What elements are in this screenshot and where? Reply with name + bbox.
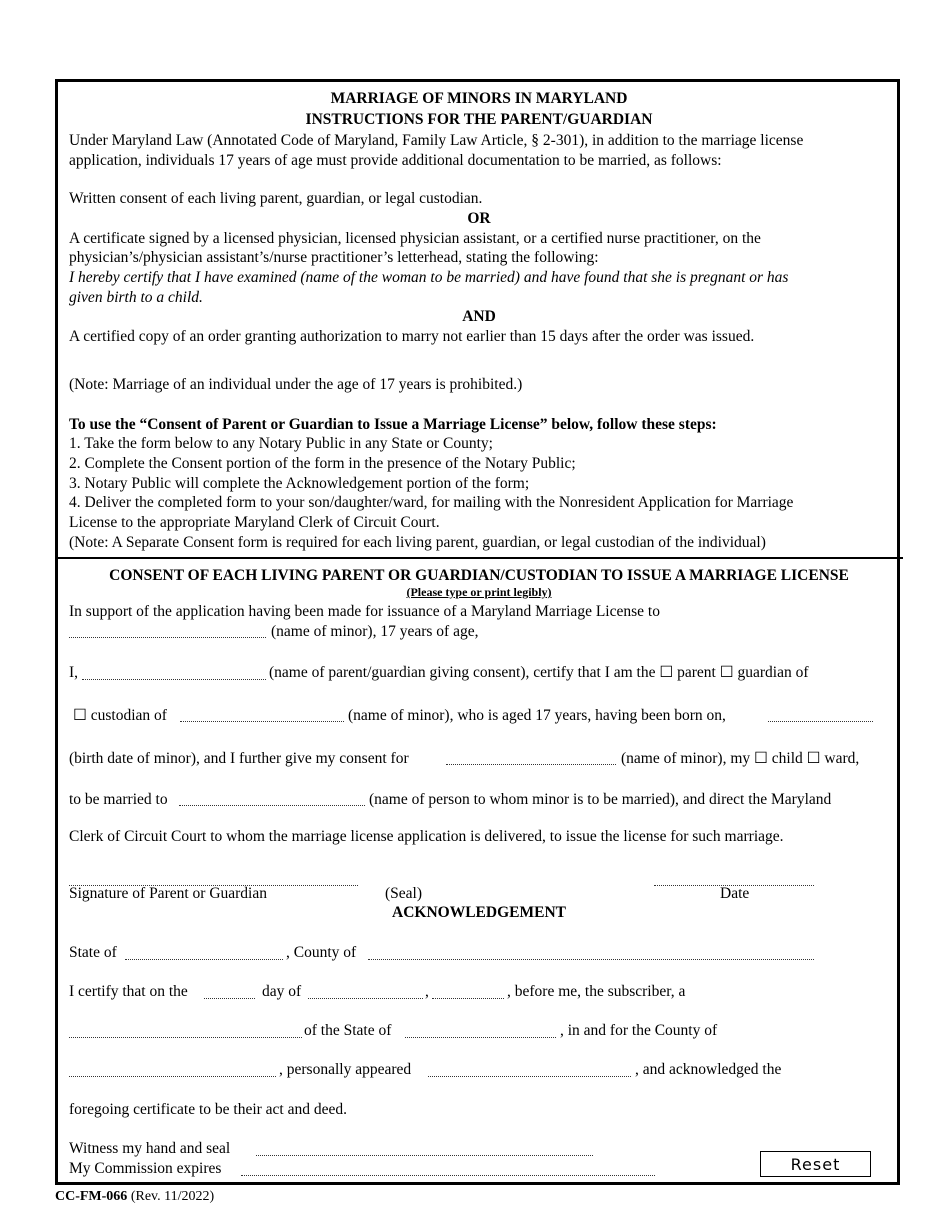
in-county-label: , in and for the County of	[560, 1022, 718, 1039]
step-4-line-2: License to the appropriate Maryland Clerk of Circuit Court.	[69, 514, 440, 531]
certificate-line-1: A certificate signed by a licensed physician, licensed physician assistant, or a certified nurse practitioner, on the	[69, 230, 761, 247]
person-text: (name of person to whom minor is to be married), and direct the Maryland	[369, 791, 832, 808]
and-label: AND	[462, 308, 496, 325]
form-id: CC-FM-066	[55, 1189, 128, 1204]
appeared-name-field[interactable]	[428, 1076, 631, 1077]
instructions-title: MARRIAGE OF MINORS IN MARYLAND	[330, 90, 628, 107]
note-under-17: (Note: Marriage of an individual under the age of 17 years is prohibited.)	[69, 376, 523, 393]
minor-age-text: (name of minor), 17 years of age,	[271, 623, 479, 640]
support-text: In support of the application having been made for issuance of a Maryland Marriage License to	[69, 603, 660, 620]
intro-line-1: Under Maryland Law (Annotated Code of Maryland, Family Law Article, § 2-301), in addition to the marriage license	[69, 132, 804, 149]
before-me-label: , before me, the subscriber, a	[507, 983, 686, 1000]
witness-label: Witness my hand and seal	[69, 1140, 231, 1157]
i-label: I,	[69, 664, 79, 681]
notary-county-field[interactable]	[69, 1076, 276, 1077]
certify-on-label: I certify that on the	[69, 983, 188, 1000]
form-revision: (Rev. 11/2022)	[127, 1189, 215, 1204]
acknowledgement-heading: ACKNOWLEDGEMENT	[392, 904, 566, 921]
child-ward-text: (name of minor), my ☐ child ☐ ward,	[621, 750, 860, 767]
step-4-line-1: 4. Deliver the completed form to your son/daughter/ward, for mailing with the Nonresident Application for Marriage	[69, 494, 794, 511]
section-divider	[55, 557, 903, 559]
consent-heading: CONSENT OF EACH LIVING PARENT OR GUARDIAN/CUSTODIAN TO ISSUE A MARRIAGE LICENSE	[109, 567, 849, 584]
state-of-label: State of	[69, 944, 117, 961]
married-to-label: to be married to	[69, 791, 168, 808]
commission-expires-field[interactable]	[241, 1175, 655, 1176]
consent-subheading: (Please type or print legibly)	[406, 585, 552, 599]
foregoing-text: foregoing certificate to be their act and deed.	[69, 1101, 348, 1118]
appeared-label: , personally appeared	[279, 1061, 412, 1078]
day-field[interactable]	[204, 998, 255, 999]
minor-name-field-1[interactable]	[69, 637, 266, 638]
step-1: 1. Take the form below to any Notary Public in any State or County;	[69, 435, 493, 452]
month-field[interactable]	[308, 998, 423, 999]
written-consent: Written consent of each living parent, guardian, or legal custodian.	[69, 190, 483, 207]
comma-label: ,	[425, 983, 429, 1000]
or-label: OR	[467, 210, 491, 227]
commission-label: My Commission expires	[69, 1160, 222, 1177]
aged-text: (name of minor), who is aged 17 years, having been born on,	[348, 707, 726, 724]
certificate-line-2: physician’s/physician assistant’s/nurse practitioner’s letterhead, stating the following:	[69, 249, 599, 266]
state-field[interactable]	[125, 959, 283, 960]
seal-label: (Seal)	[385, 885, 423, 902]
note-separate-consent: (Note: A Separate Consent form is required for each living parent, guardian, or legal custodian of the individual)	[69, 534, 766, 551]
notary-state-field[interactable]	[405, 1037, 556, 1038]
instructions-subtitle: INSTRUCTIONS FOR THE PARENT/GUARDIAN	[305, 111, 653, 128]
clerk-text: Clerk of Circuit Court to whom the marriage license application is delivered, to issue the license for such marriage.	[69, 828, 784, 845]
witness-signature-field[interactable]	[256, 1155, 593, 1156]
steps-heading: To use the “Consent of Parent or Guardian to Issue a Marriage License” below, follow these steps:	[69, 416, 717, 433]
parent-name-field[interactable]	[82, 679, 266, 680]
birthdate-text: (birth date of minor), and I further give my consent for	[69, 750, 409, 767]
year-field[interactable]	[432, 998, 504, 999]
reset-button[interactable]: Reset	[760, 1151, 871, 1177]
county-field[interactable]	[368, 959, 814, 960]
parent-name-text: (name of parent/guardian giving consent), certify that I am the ☐ parent ☐ guardian of	[269, 664, 809, 681]
minor-name-field-3[interactable]	[446, 764, 616, 765]
step-2: 2. Complete the Consent portion of the form in the presence of the Notary Public;	[69, 455, 576, 472]
certification-quote-1: I hereby certify that I have examined (name of the woman to be married) and have found that she is pregnant or has	[69, 269, 789, 286]
step-3: 3. Notary Public will complete the Acknowledgement portion of the form;	[69, 475, 530, 492]
notary-title-field[interactable]	[69, 1037, 302, 1038]
birth-date-field[interactable]	[768, 721, 873, 722]
order-text: A certified copy of an order granting authorization to marry not earlier than 15 days after the order was issued.	[69, 328, 755, 345]
form-footer	[55, 1188, 214, 1205]
intro-line-2: application, individuals 17 years of age must provide additional documentation to be married, as follows:	[69, 152, 722, 169]
acknowledged-label: , and acknowledged the	[635, 1061, 782, 1078]
date-label: Date	[720, 885, 750, 902]
day-of-label: day of	[262, 983, 302, 1000]
custodian-checkbox-label[interactable]: ☐ custodian of	[73, 707, 167, 724]
county-of-label: , County of	[286, 944, 357, 961]
minor-name-field-2[interactable]	[180, 721, 344, 722]
spouse-name-field[interactable]	[179, 805, 365, 806]
of-state-label: of the State of	[304, 1022, 392, 1039]
certification-quote-2: given birth to a child.	[69, 289, 203, 306]
signature-label: Signature of Parent or Guardian	[69, 885, 267, 902]
